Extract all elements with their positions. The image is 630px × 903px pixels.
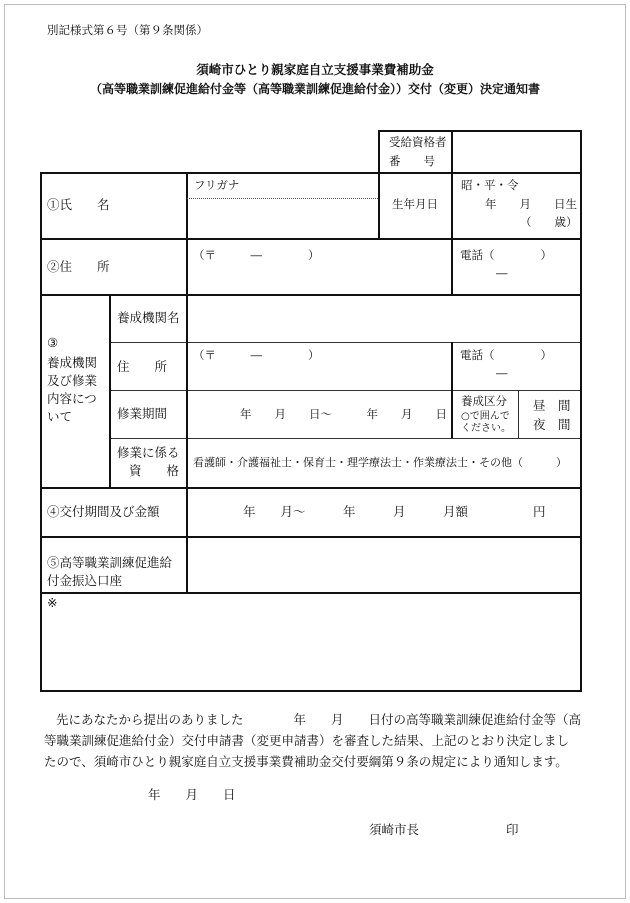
birthdate-label: 生年月日 [392, 197, 438, 211]
notice-body [44, 709, 584, 772]
study-period-label: 修業期間 [117, 406, 168, 421]
institution-name-label: 養成機関名 [117, 310, 180, 325]
course-day-option[interactable]: 昼 間 [533, 398, 571, 413]
era-options: 昭・平・令 [461, 178, 519, 192]
seal-mark: 印 [506, 822, 519, 837]
institution-section-label-4: いて [47, 409, 73, 424]
course-type-instruction: ○で囲んで [461, 411, 510, 422]
institution-phone-separator: ― [496, 366, 508, 380]
phone-field: 電話（ ） [460, 248, 552, 262]
study-period-value: 年 月 日〜 年 月 日 [240, 407, 447, 421]
institution-section-label-3: 内容につ [47, 391, 97, 406]
course-night-option[interactable]: 夜 間 [533, 417, 571, 432]
remarks-area[interactable] [42, 612, 579, 689]
address-input-area[interactable] [188, 266, 450, 293]
postal-code-field: （〒 ― ） [193, 248, 320, 262]
recipient-number-label: 受給資格者 [389, 135, 447, 149]
bank-account-label: ⑤高等職業訓練促進給 [47, 555, 173, 570]
institution-postal-field: （〒 ― ） [193, 348, 320, 362]
course-type-instruction-2: ください。 [461, 423, 511, 434]
grant-period-value: 年 月〜 年 月 月額 [243, 504, 469, 519]
notice-line-2: 等職業訓練促進給付金）交付申請書（変更申請書）を審査した結果、上記のとおり決定しまし [44, 733, 570, 748]
bank-account-input[interactable] [188, 538, 579, 591]
institution-section-number: ③ [47, 335, 59, 350]
notice-date: 年 月 日 [148, 787, 236, 802]
name-input-area[interactable] [188, 200, 377, 237]
signatory: 須崎市長 [369, 822, 420, 837]
qualification-label-2: 資 格 [129, 463, 180, 478]
institution-address-label: 住 所 [117, 359, 168, 374]
institution-name-input[interactable] [188, 296, 579, 341]
form-number: 別記様式第６号（第９条関係） [47, 23, 208, 37]
age-field: （ 歳） [520, 215, 578, 229]
birthdate-units: 年 月 日生 [485, 197, 577, 211]
institution-section-label-2: 及び修業 [47, 373, 98, 388]
grant-yen-unit: 円 [533, 504, 546, 519]
form-subtitle: （高等職業訓練促進給付金等（高等職業訓練促進給付金））交付（変更）決定通知書 [89, 82, 540, 96]
recipient-number-label-2: 番 号 [389, 154, 435, 168]
remarks-mark: ※ [47, 595, 58, 610]
grant-period-label: ④交付期間及び金額 [47, 504, 160, 519]
furigana-label: フリガナ [194, 178, 240, 192]
address-label: ②住 所 [47, 259, 110, 274]
name-label: ①氏 名 [47, 197, 110, 212]
qualification-options: 看護師・介護福祉士・保育士・理学療法士・作業療法士・その他（ ） [193, 456, 567, 469]
notice-line-3: たので、須崎市ひとり親家庭自立支援事業費補助金交付要綱第９条の規定により通知します。 [44, 754, 568, 769]
institution-section-label-1: 養成機関 [47, 355, 98, 370]
course-type-label: 養成区分 [461, 394, 507, 408]
institution-phone-field: 電話（ ） [460, 348, 552, 362]
form-title: 須崎市ひとり親家庭自立支援事業費補助金 [196, 62, 434, 77]
qualification-label: 修業に係る [117, 445, 180, 460]
notice-line-1: 先にあなたから提出のありました 年 月 日付の高等職業訓練促進給付金等（高 [56, 712, 582, 727]
phone-separator: ― [496, 266, 508, 280]
bank-account-label-2: 付金振込口座 [47, 573, 123, 588]
